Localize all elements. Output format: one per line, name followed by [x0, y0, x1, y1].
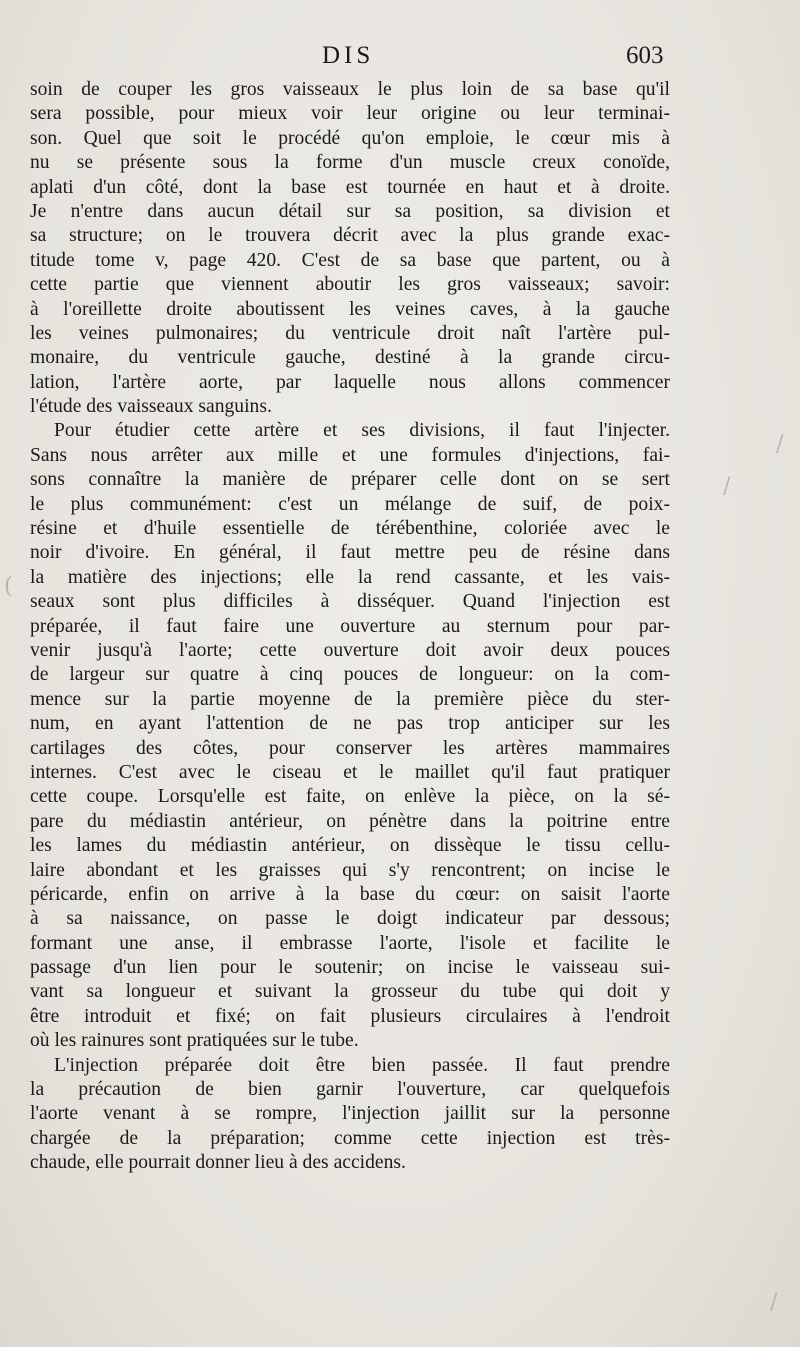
text-line: Sans nous arrêter aux mille et une formules d'injections, fai-	[30, 444, 670, 466]
text-line: l'étude des vaisseaux sanguins.	[30, 396, 272, 418]
text-line: passage d'un lien pour le soutenir; on incise le vaisseau sui-	[30, 957, 670, 979]
text-line: chaude, elle pourrait donner lieu à des accidens.	[30, 1152, 406, 1174]
text-line: cartilages des côtes, pour conserver les artères mammaires	[30, 737, 670, 759]
text-line: lation, l'artère aorte, par laquelle nous allons commencer	[30, 371, 670, 393]
text-line: l'aorte venant à se rompre, l'injection jaillit sur la personne	[30, 1103, 670, 1125]
running-head: DIS	[322, 42, 375, 69]
text-line: à sa naissance, on passe le doigt indicateur par dessous;	[30, 908, 670, 930]
text-line: de largeur sur quatre à cinq pouces de longueur: on la com-	[30, 664, 670, 686]
text-line: péricarde, enfin on arrive à la base du cœur: on saisit l'aorte	[30, 883, 670, 905]
text-line: venir jusqu'à l'aorte; cette ouverture doit avoir deux pouces	[30, 639, 670, 661]
text-line: sons connaître la manière de préparer celle dont on se sert	[30, 469, 670, 491]
text-line: monaire, du ventricule gauche, destiné à la grande circu-	[30, 347, 670, 369]
margin-mark: /	[776, 432, 784, 457]
text-line: les veines pulmonaires; du ventricule droit naît l'artère pul-	[30, 322, 670, 344]
margin-mark: /	[723, 474, 731, 499]
text-line: formant une anse, il embrasse l'aorte, l'isole et facilite le	[30, 932, 670, 954]
text-line: résine et d'huile essentielle de térébenthine, coloriée avec le	[30, 518, 670, 540]
text-line: pare du médiastin antérieur, on pénètre dans la poitrine entre	[30, 810, 670, 832]
text-line: la précaution de bien garnir l'ouverture, car quelquefois	[30, 1079, 670, 1101]
text-line: sa structure; on le trouvera décrit avec la plus grande exac-	[30, 225, 670, 247]
text-line: les lames du médiastin antérieur, on dissèque le tissu cellu-	[30, 835, 670, 857]
text-line: internes. C'est avec le ciseau et le maillet qu'il faut pratiquer	[30, 761, 670, 783]
paragraph	[30, 419, 670, 1053]
text-line: cette partie que viennent aboutir les gros vaisseaux; savoir:	[30, 274, 670, 296]
text-line: soin de couper les gros vaisseaux le plus loin de sa base qu'il	[30, 79, 670, 100]
text-line: Pour étudier cette artère et ses divisions, il faut l'injecter.	[54, 420, 670, 442]
margin-mark: /	[770, 1290, 778, 1315]
text-line: nu se présente sous la forme d'un muscle creux conoïde,	[30, 152, 670, 174]
text-line: chargée de la préparation; comme cette injection est très-	[30, 1127, 670, 1149]
text-line: vant sa longueur et suivant la grosseur du tube qui doit y	[30, 981, 670, 1003]
text-line: son. Quel que soit le procédé qu'on emploie, le cœur mis à	[30, 127, 670, 149]
body-text	[30, 78, 670, 1176]
text-line: L'injection préparée doit être bien passée. Il faut prendre	[54, 1054, 670, 1076]
text-line: où les rainures sont pratiquées sur le tube.	[30, 1030, 359, 1052]
paragraph	[30, 1054, 670, 1176]
text-line: titude tome v, page 420. C'est de sa base que partent, ou à	[30, 249, 670, 271]
text-line: noir d'ivoire. En général, il faut mettre peu de résine dans	[30, 542, 670, 564]
text-line: aplati d'un côté, dont la base est tournée en haut et à droite.	[30, 176, 670, 198]
margin-mark: (	[4, 574, 13, 599]
text-line: le plus communément: c'est un mélange de suif, de poix-	[30, 493, 670, 515]
text-line: à l'oreillette droite aboutissent les veines caves, à la gauche	[30, 298, 670, 320]
text-line: Je n'entre dans aucun détail sur sa position, sa division et	[30, 200, 670, 222]
text-line: mence sur la partie moyenne de la première pièce du ster-	[30, 688, 670, 710]
text-line: la matière des injections; elle la rend cassante, et les vais-	[30, 566, 670, 588]
page-number: 603	[626, 42, 664, 69]
paragraph	[30, 78, 670, 419]
text-line: seaux sont plus difficiles à disséquer. Quand l'injection est	[30, 591, 670, 613]
text-line: préparée, il faut faire une ouverture au sternum pour par-	[30, 615, 670, 637]
text-line: être introduit et fixé; on fait plusieurs circulaires à l'endroit	[30, 1005, 670, 1027]
page-header	[0, 42, 800, 78]
text-line: laire abondant et les graisses qui s'y rencontrent; on incise le	[30, 859, 670, 881]
text-line: cette coupe. Lorsqu'elle est faite, on enlève la pièce, on la sé-	[30, 786, 670, 808]
text-line: sera possible, pour mieux voir leur origine ou leur terminai-	[30, 103, 670, 125]
text-line: num, en ayant l'attention de ne pas trop anticiper sur les	[30, 713, 670, 735]
